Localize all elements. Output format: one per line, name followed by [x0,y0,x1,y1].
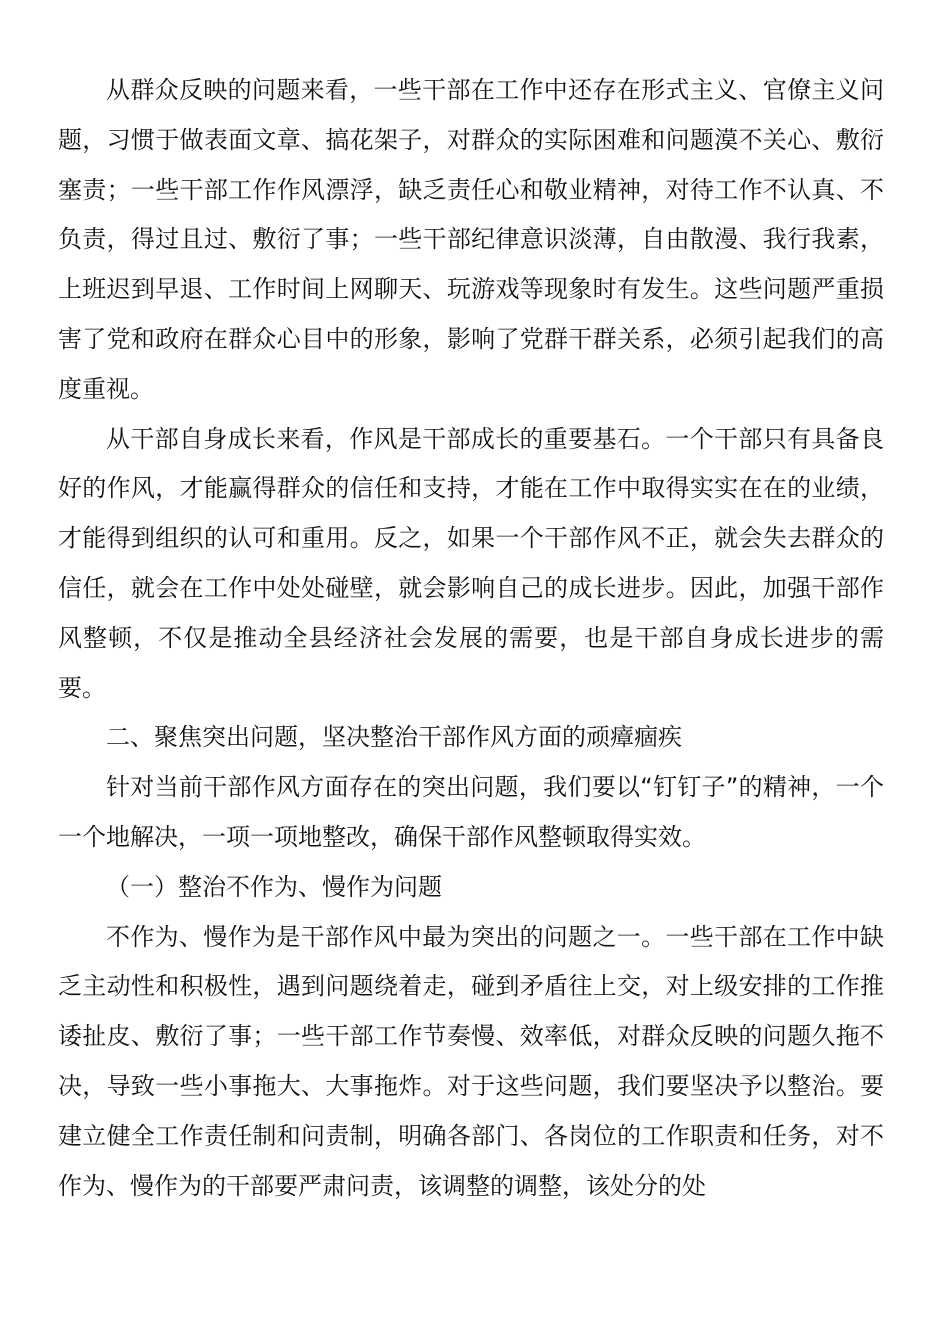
document-body [58,66,884,1211]
paragraph-mass-feedback: 从群众反映的问题来看，一些干部在工作中还存在形式主义、官僚主义问题，习惯于做表面文章、搞花架子，对群众的实际困难和问题漠不关心、敷衍塞责；一些干部工作作风漂浮，缺乏责任心和敬业精神，对待工作不认真、不负责，得过且过、敷衍了事；一些干部纪律意识淡薄，自由散漫、我行我素，上班迟到早退、工作时间上网聊天、玩游戏等现象时有发生。这些问题严重损害了党和政府在群众心目中的形象，影响了党群干群关系，必须引起我们的高度重视。 [58,76,884,403]
section-heading-2: 二、聚焦突出问题，坚决整治干部作风方面的顽瘴痼疾 [106,723,682,752]
subsection-heading-1: （一）整治不作为、慢作为问题 [106,872,442,901]
paragraph-inaction: 不作为、慢作为是干部作风中最为突出的问题之一。一些干部在工作中缺乏主动性和积极性，遇到问题绕着走，碰到矛盾往上交，对上级安排的工作推诿扯皮、敷衍了事；一些干部工作节奏慢、效率低，对群众反映的问题久拖不决，导致一些小事拖大、大事拖炸。对于这些问题，我们要坚决予以整治。要建立健全工作责任制和问责制，明确各部门、各岗位的工作职责和任务，对不作为、慢作为的干部要严肃问责，该调整的调整，该处分的处 [58,922,884,1200]
paragraph-nail-spirit: 针对当前干部作风方面存在的突出问题，我们要以“钉钉子”的精神，一个一个地解决，一项一项地整改，确保干部作风整顿取得实效。 [58,773,884,851]
paragraph-cadre-growth: 从干部自身成长来看，作风是干部成长的重要基石。一个干部只有具备良好的作风，才能赢得群众的信任和支持，才能在工作中取得实实在在的业绩，才能得到组织的认可和重用。反之，如果一个干部作风不正，就会失去群众的信任，就会在工作中处处碰壁，就会影响自己的成长进步。因此，加强干部作风整顿，不仅是推动全县经济社会发展的需要，也是干部自身成长进步的需要。 [58,424,884,702]
